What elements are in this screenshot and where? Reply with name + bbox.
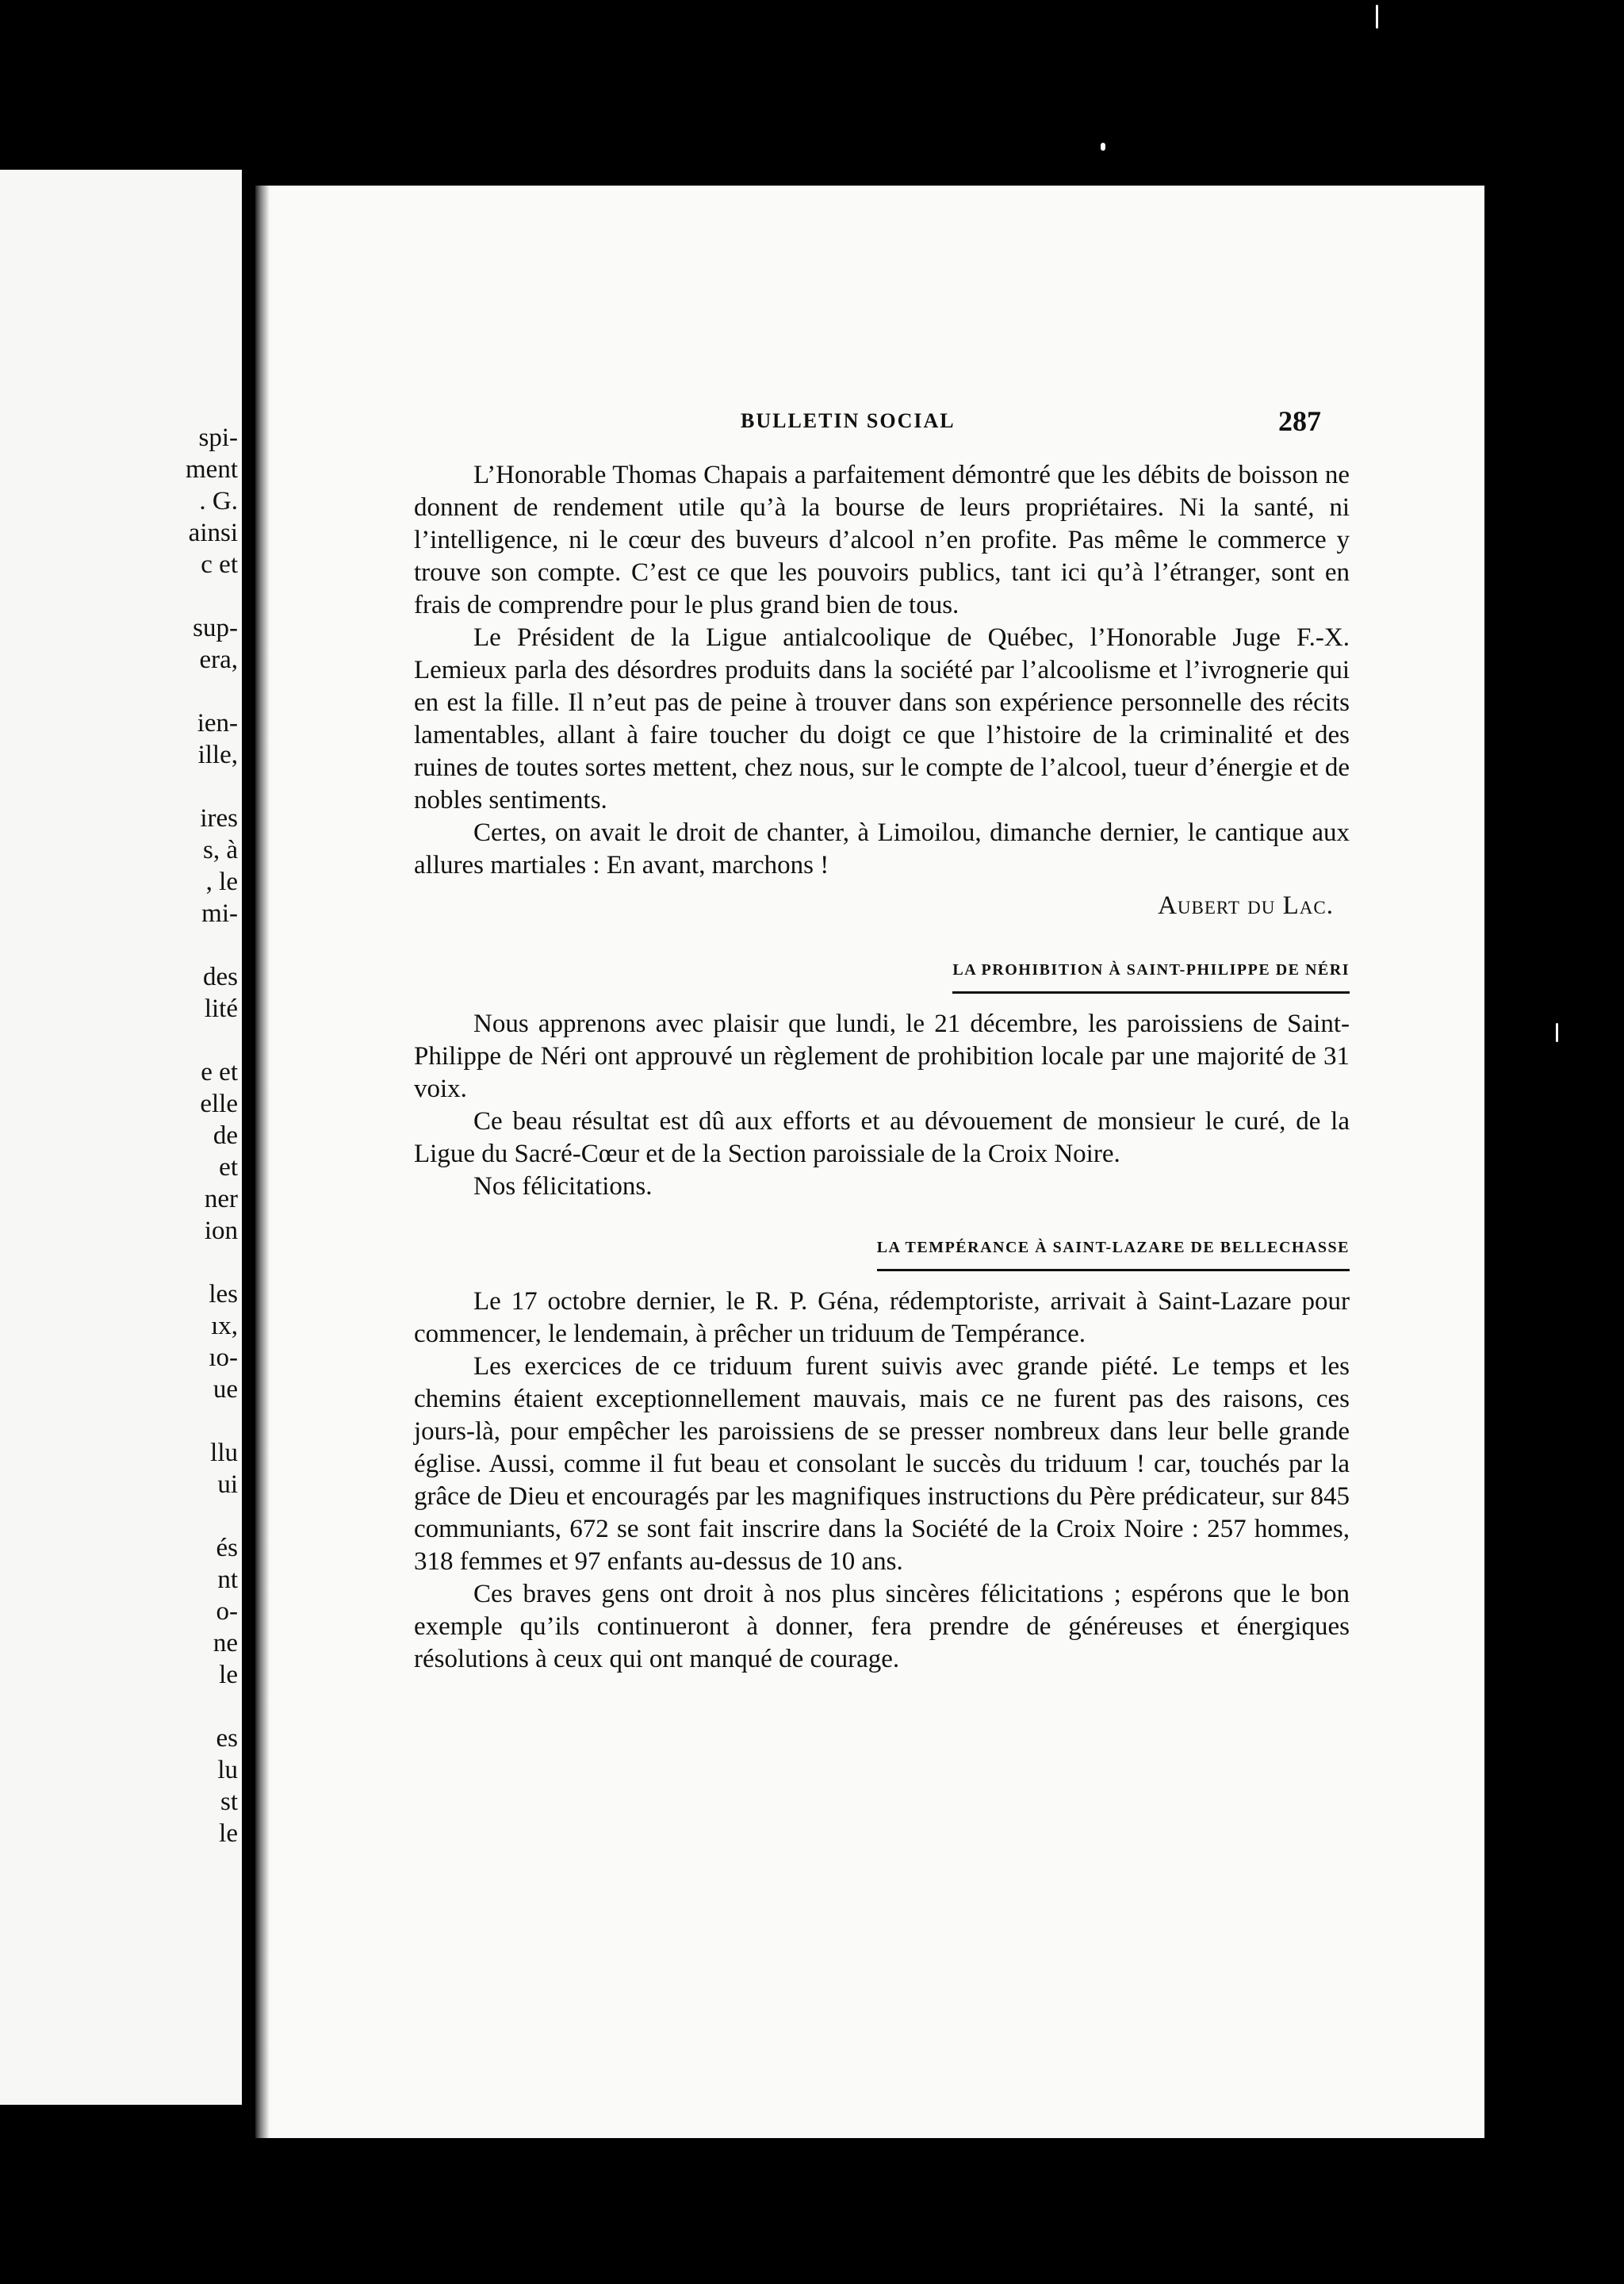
left-page-line [0,1500,238,1532]
left-page-line: ner [204,1185,238,1213]
film-speck [1101,143,1105,151]
left-page-line: ıo- [209,1343,238,1372]
left-page-line: sup- [193,614,238,642]
left-page-line: et [219,1153,238,1182]
article-chapais [414,459,1350,922]
left-page-line [0,929,238,961]
paragraph: Les exercices de ce triduum furent suivis avec grande piété. Le temps et les chemins étaient exceptionnellement mauvais, mais ce ne furent pas des raisons, ces jours-là, pour empêcher les paroissiens de se presser nombreux dans leur belle grande église. Aussi, comme il fut beau et consolant le succès du triduum ! car, touchés par la grâce de Dieu et encouragés par les magnifiques instructions du Père prédicateur, sur 845 communiants, 672 se sont fait inscrire dans la Société de la Croix Noire : 257 hommes, 318 femmes et 97 enfants au-dessus de 10 ans. [414,1352,1350,1576]
left-page-line: le [219,1661,238,1689]
article-prohibition [414,946,1350,1203]
page-body [414,459,1350,1676]
left-page-line [0,1405,238,1437]
left-page-line: les [209,1280,238,1309]
paragraph: Nous apprenons avec plaisir que lundi, le 21 décembre, les paroissiens de Saint-Philippe de Néri ont approuvé un règlement de prohibition locale par une majorité de 31 voix. [414,1010,1350,1103]
left-page-line: llu [210,1439,238,1467]
paragraph: L’Honorable Thomas Chapais a parfaitement démontré que les débits de boisson ne donnent de rendement utile qu’à la bourse de leurs propriétaires. Ni la santé, ni l’intelligence, ni le cœur des buveurs d’alcool n’en profite. Pas même le commerce y trouve son compte. C’est ce que les pouvoirs publics, tant ici qu’à l’étranger, sont en frais de comprendre pour le plus grand bien de tous. [414,461,1350,619]
left-page-line: c et [201,550,238,579]
left-page-line: nt [217,1565,238,1594]
left-page-line [0,771,238,803]
left-page-line: ainsi [188,519,238,547]
left-page-line [0,581,238,612]
left-page-text-fragments [0,422,238,1849]
article-temperance [414,1224,1350,1676]
left-page-line: o- [216,1597,238,1626]
paragraph: Le Président de la Ligue antialcoolique de Québec, l’Honorable Juge F.-X. Lemieux parla des désordres produits dans la société par l’alcoolisme et l’ivrognerie qui en est la fille. Il n’eut pas de peine à trouver dans son expérience personnelle des récits lamentables, allant à faire toucher du doigt ce que l’histoire de la criminalité et des ruines de toutes sortes mettent, chez nous, sur le compte de l’alcool, tueur d’énergie et de nobles sentiments. [414,623,1350,814]
paragraph: Certes, on avait le droit de chanter, à Limoilou, dimanche dernier, le cantique aux allures martiales : En avant, marchons ! [414,818,1350,879]
left-page-line: lité [204,994,238,1023]
left-page-line: ien- [197,709,238,738]
left-page-line [0,1025,238,1056]
paragraph: Nos félicitations. [473,1172,653,1201]
left-page-line: le [219,1819,238,1848]
film-speck [1376,5,1378,29]
paragraph: Ces braves gens ont droit à nos plus sincères félicitations ; espérons que le bon exemple qu’ils continueront à donner, fera prendre de généreuses et énergiques résolutions à ceux qui ont manqué de courage. [414,1580,1350,1673]
paragraph: Ce beau résultat est dû aux efforts et au dévouement de monsieur le curé, de la Ligue du Sacré-Cœur et de la Section paroissiale de la Croix Noire. [414,1107,1350,1168]
left-page-line: era, [199,646,238,674]
left-page-line [0,1691,238,1723]
paragraph: Le 17 octobre dernier, le R. P. Géna, rédemptoriste, arrivait à Saint-Lazare pour commencer, le lendemain, à prêcher un triduum de Tempérance. [414,1287,1350,1348]
left-page-line: ires [200,804,238,833]
left-page-line: ne [213,1629,238,1657]
page-number: 287 [1278,405,1321,437]
left-page-line: lu [217,1756,238,1784]
left-page-line: mi- [201,899,238,928]
left-page-line [0,1247,238,1278]
left-page-line: e et [201,1058,238,1086]
film-speck [1556,1023,1558,1042]
left-page-line: ue [213,1375,238,1404]
left-page-line: ıx, [211,1312,238,1340]
left-page-line: elle [200,1090,238,1118]
left-page-line: st [220,1788,238,1816]
left-page-line: des [203,963,238,991]
left-page-line: ion [204,1217,238,1245]
running-head: BULLETIN SOCIAL [741,409,956,432]
left-page-line: , le [205,868,238,896]
left-facing-page [0,170,242,2105]
left-page-line: spi- [198,423,238,452]
left-page-line: ui [217,1470,238,1499]
left-page-line: de [213,1121,238,1150]
main-page [255,186,1484,2138]
left-page-line: és [216,1534,238,1562]
left-page-line: . G. [199,487,238,515]
left-page-line: ille, [197,741,238,769]
section-heading: LA TEMPÉRANCE À SAINT-LAZARE DE BELLECHASSE [877,1232,1350,1271]
author-signature: Aubert du Lac. [1158,891,1334,920]
left-page-line: es [216,1724,238,1753]
left-page-line [0,676,238,707]
page-binding-shadow [255,186,270,2138]
left-page-line: s, à [203,836,238,864]
section-heading: LA PROHIBITION À SAINT-PHILIPPE DE NÉRI [952,954,1350,994]
left-page-line: ment [186,455,238,484]
